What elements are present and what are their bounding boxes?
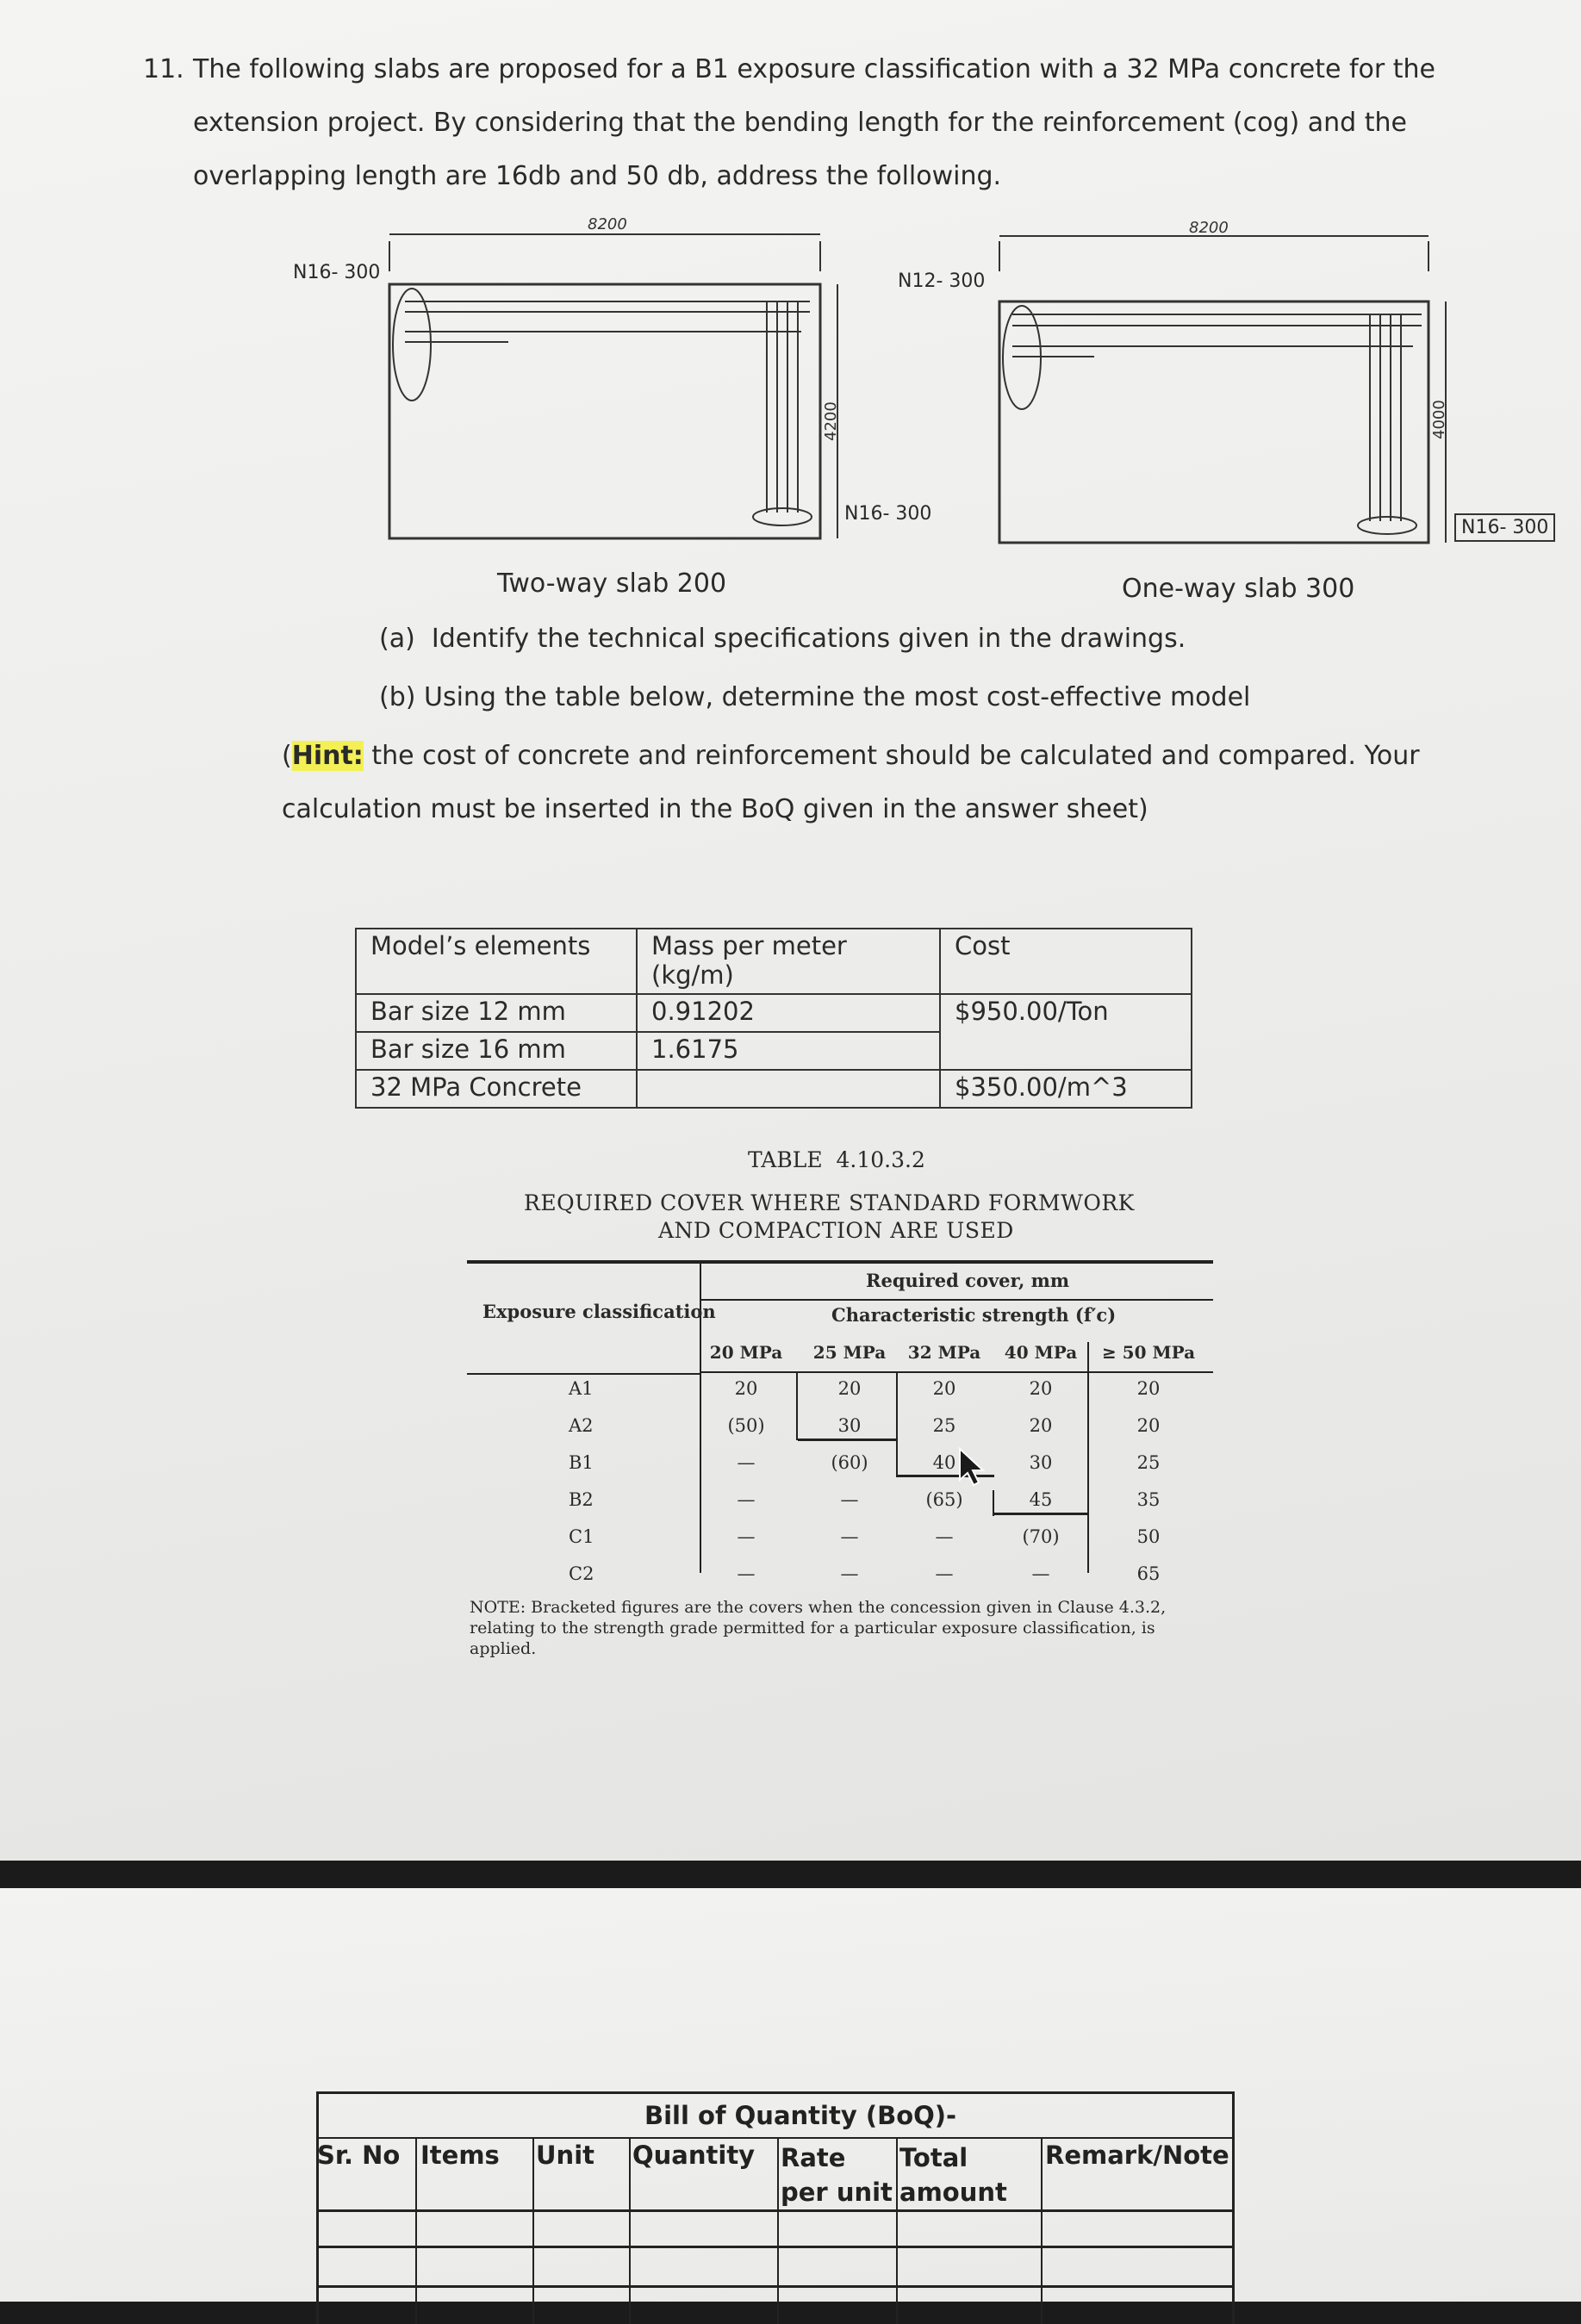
boq-title: Bill of Quantity (BoQ)-: [644, 2101, 957, 2130]
cover-value-cell: 30: [837, 1415, 862, 1436]
strength-column-header: 20 MPa: [709, 1342, 783, 1363]
table-row: [356, 1070, 1192, 1108]
cover-value-cell: 40: [932, 1452, 956, 1473]
sheet-separator: [0, 1861, 1581, 1888]
strength-column-header: 40 MPa: [1004, 1342, 1078, 1363]
exposure-classification-header: Exposure classification: [482, 1301, 716, 1322]
exposure-class-cell: B1: [569, 1452, 594, 1473]
strength-header-row: [700, 1342, 1213, 1368]
table-cell: [637, 1070, 940, 1108]
cover-value-cell: —: [840, 1489, 859, 1510]
cover-value-cell: —: [737, 1489, 756, 1510]
cover-table-title-1: REQUIRED COVER WHERE STANDARD FORMWORK: [524, 1190, 1135, 1215]
cover-value-cell: —: [840, 1563, 859, 1584]
cover-value-cell: 20: [1136, 1415, 1161, 1436]
boq-header-total: Total amount: [899, 2143, 1007, 2207]
hint-line-1: (Hint: the cost of concrete and reinforcement should be calculated and compared. Your: [282, 741, 1420, 771]
strength-column-header: ≥ 50 MPa: [1101, 1342, 1196, 1363]
cover-value-cell: —: [1031, 1563, 1050, 1584]
table-header-cell: Mass per meter (kg/m): [637, 929, 940, 994]
two-way-caption: Two-way slab 200: [497, 569, 727, 599]
cover-value-cell: 30: [1029, 1452, 1053, 1473]
cover-value-cell: 20: [1029, 1378, 1053, 1399]
cover-value-cell: —: [840, 1526, 859, 1547]
table-row: [467, 1526, 1213, 1552]
table-cell: $350.00/m^3: [940, 1070, 1192, 1108]
cover-value-cell: —: [935, 1563, 954, 1584]
cover-value-cell: —: [737, 1452, 756, 1473]
cover-value-cell: 65: [1136, 1563, 1161, 1584]
cover-value-cell: 20: [837, 1378, 862, 1399]
model-cost-table: [355, 928, 1192, 1109]
cover-value-cell: —: [737, 1526, 756, 1547]
boq-header-unit: Unit: [536, 2141, 594, 2170]
table-row: [356, 929, 1192, 994]
part-b: (b) Using the table below, determine the most cost-effective model: [379, 682, 1251, 712]
two-way-slab-drawing: [284, 215, 939, 577]
characteristic-strength-header: Characteristic strength (f′c): [831, 1304, 1117, 1326]
table-header-cell: Model’s elements: [356, 929, 637, 994]
cover-value-cell: —: [737, 1563, 756, 1584]
exposure-class-cell: C2: [569, 1563, 594, 1584]
boq-header-sr-no: Sr. No: [317, 2141, 401, 2170]
exposure-class-cell: A2: [569, 1415, 594, 1436]
table-cell: Bar size 12 mm: [356, 994, 637, 1032]
cover-value-cell: 35: [1136, 1489, 1161, 1510]
cover-table-body: [467, 1375, 1213, 1590]
cover-value-cell: (70): [1022, 1526, 1060, 1547]
cover-value-cell: (50): [727, 1415, 765, 1436]
required-cover-header: Required cover, mm: [866, 1270, 1070, 1291]
table-row: [467, 1452, 1213, 1478]
one-way-label-right: N16- 300: [1454, 513, 1555, 542]
exposure-class-cell: A1: [569, 1378, 594, 1399]
table-header-cell: Cost: [940, 929, 1192, 994]
boq-header-quantity: Quantity: [632, 2141, 756, 2170]
question-line-3: overlapping length are 16db and 50 db, address the following.: [193, 161, 1002, 191]
cover-value-cell: 25: [1136, 1452, 1161, 1473]
hint-line-2: calculation must be inserted in the BoQ given in the answer sheet): [282, 794, 1148, 824]
table-row: [467, 1378, 1213, 1404]
cover-table-title-2: AND COMPACTION ARE USED: [658, 1218, 1014, 1243]
cover-value-cell: 20: [932, 1378, 956, 1399]
cover-value-cell: 50: [1136, 1526, 1161, 1547]
one-way-side-dimension: 4000: [1430, 400, 1448, 439]
strength-column-header: 25 MPa: [812, 1342, 887, 1363]
table-row: [467, 1489, 1213, 1515]
cover-value-cell: (60): [831, 1452, 868, 1473]
exposure-class-cell: C1: [569, 1526, 594, 1547]
hint-word: Hint:: [291, 741, 364, 771]
cover-value-cell: —: [935, 1526, 954, 1547]
one-way-top-dimension: 8200: [1189, 219, 1229, 237]
question-line-1: The following slabs are proposed for a B1 exposure classification with a 32 MPa concrete for the: [193, 54, 1435, 84]
question-number: 11.: [143, 54, 184, 84]
one-way-slab-drawing: [991, 215, 1508, 560]
cover-value-cell: 20: [734, 1378, 758, 1399]
cover-value-cell: 45: [1029, 1489, 1053, 1510]
table-cell: Bar size 16 mm: [356, 1032, 637, 1070]
table-cell: 1.6175: [637, 1032, 940, 1070]
table-row: [356, 994, 1192, 1032]
boq-header-rate: Rate per unit: [781, 2143, 893, 2207]
table-cell: 32 MPa Concrete: [356, 1070, 637, 1108]
one-way-caption: One-way slab 300: [1122, 574, 1355, 604]
cover-table-top-rule: [467, 1260, 1213, 1264]
two-way-label-left: N16- 300: [293, 262, 381, 283]
boq-header-items: Items: [420, 2141, 500, 2170]
table-cell: $950.00/Ton: [940, 994, 1192, 1070]
strength-column-header: 32 MPa: [907, 1342, 981, 1363]
two-way-label-bottom: N16- 300: [844, 503, 932, 525]
exposure-class-cell: B2: [569, 1489, 594, 1510]
cover-value-cell: 20: [1029, 1415, 1053, 1436]
two-way-top-dimension: 8200: [588, 215, 627, 233]
table-row: [467, 1415, 1213, 1441]
two-way-side-dimension: 4200: [822, 401, 840, 441]
cover-table-number: TABLE 4.10.3.2: [748, 1147, 925, 1172]
boq-header-remark: Remark/Note: [1045, 2141, 1229, 2170]
table-cell: 0.91202: [637, 994, 940, 1032]
part-a: (a) Identify the technical specifications given in the drawings.: [379, 624, 1186, 654]
cover-value-cell: 25: [932, 1415, 956, 1436]
cover-value-cell: 20: [1136, 1378, 1161, 1399]
cover-value-cell: (65): [925, 1489, 963, 1510]
question-line-2: extension project. By considering that the bending length for the reinforcement (cog) and the: [193, 108, 1407, 138]
table-row: [467, 1563, 1213, 1589]
mouse-cursor-icon: [958, 1447, 987, 1487]
two-way-label-top: N12- 300: [898, 270, 986, 292]
cover-table-note: NOTE: Bracketed figures are the covers when the concession given in Clause 4.3.2, relating to the strength grade permitted for a particular exposure classification, is applied.: [470, 1598, 1167, 1658]
boq-table: [316, 2091, 1235, 2324]
